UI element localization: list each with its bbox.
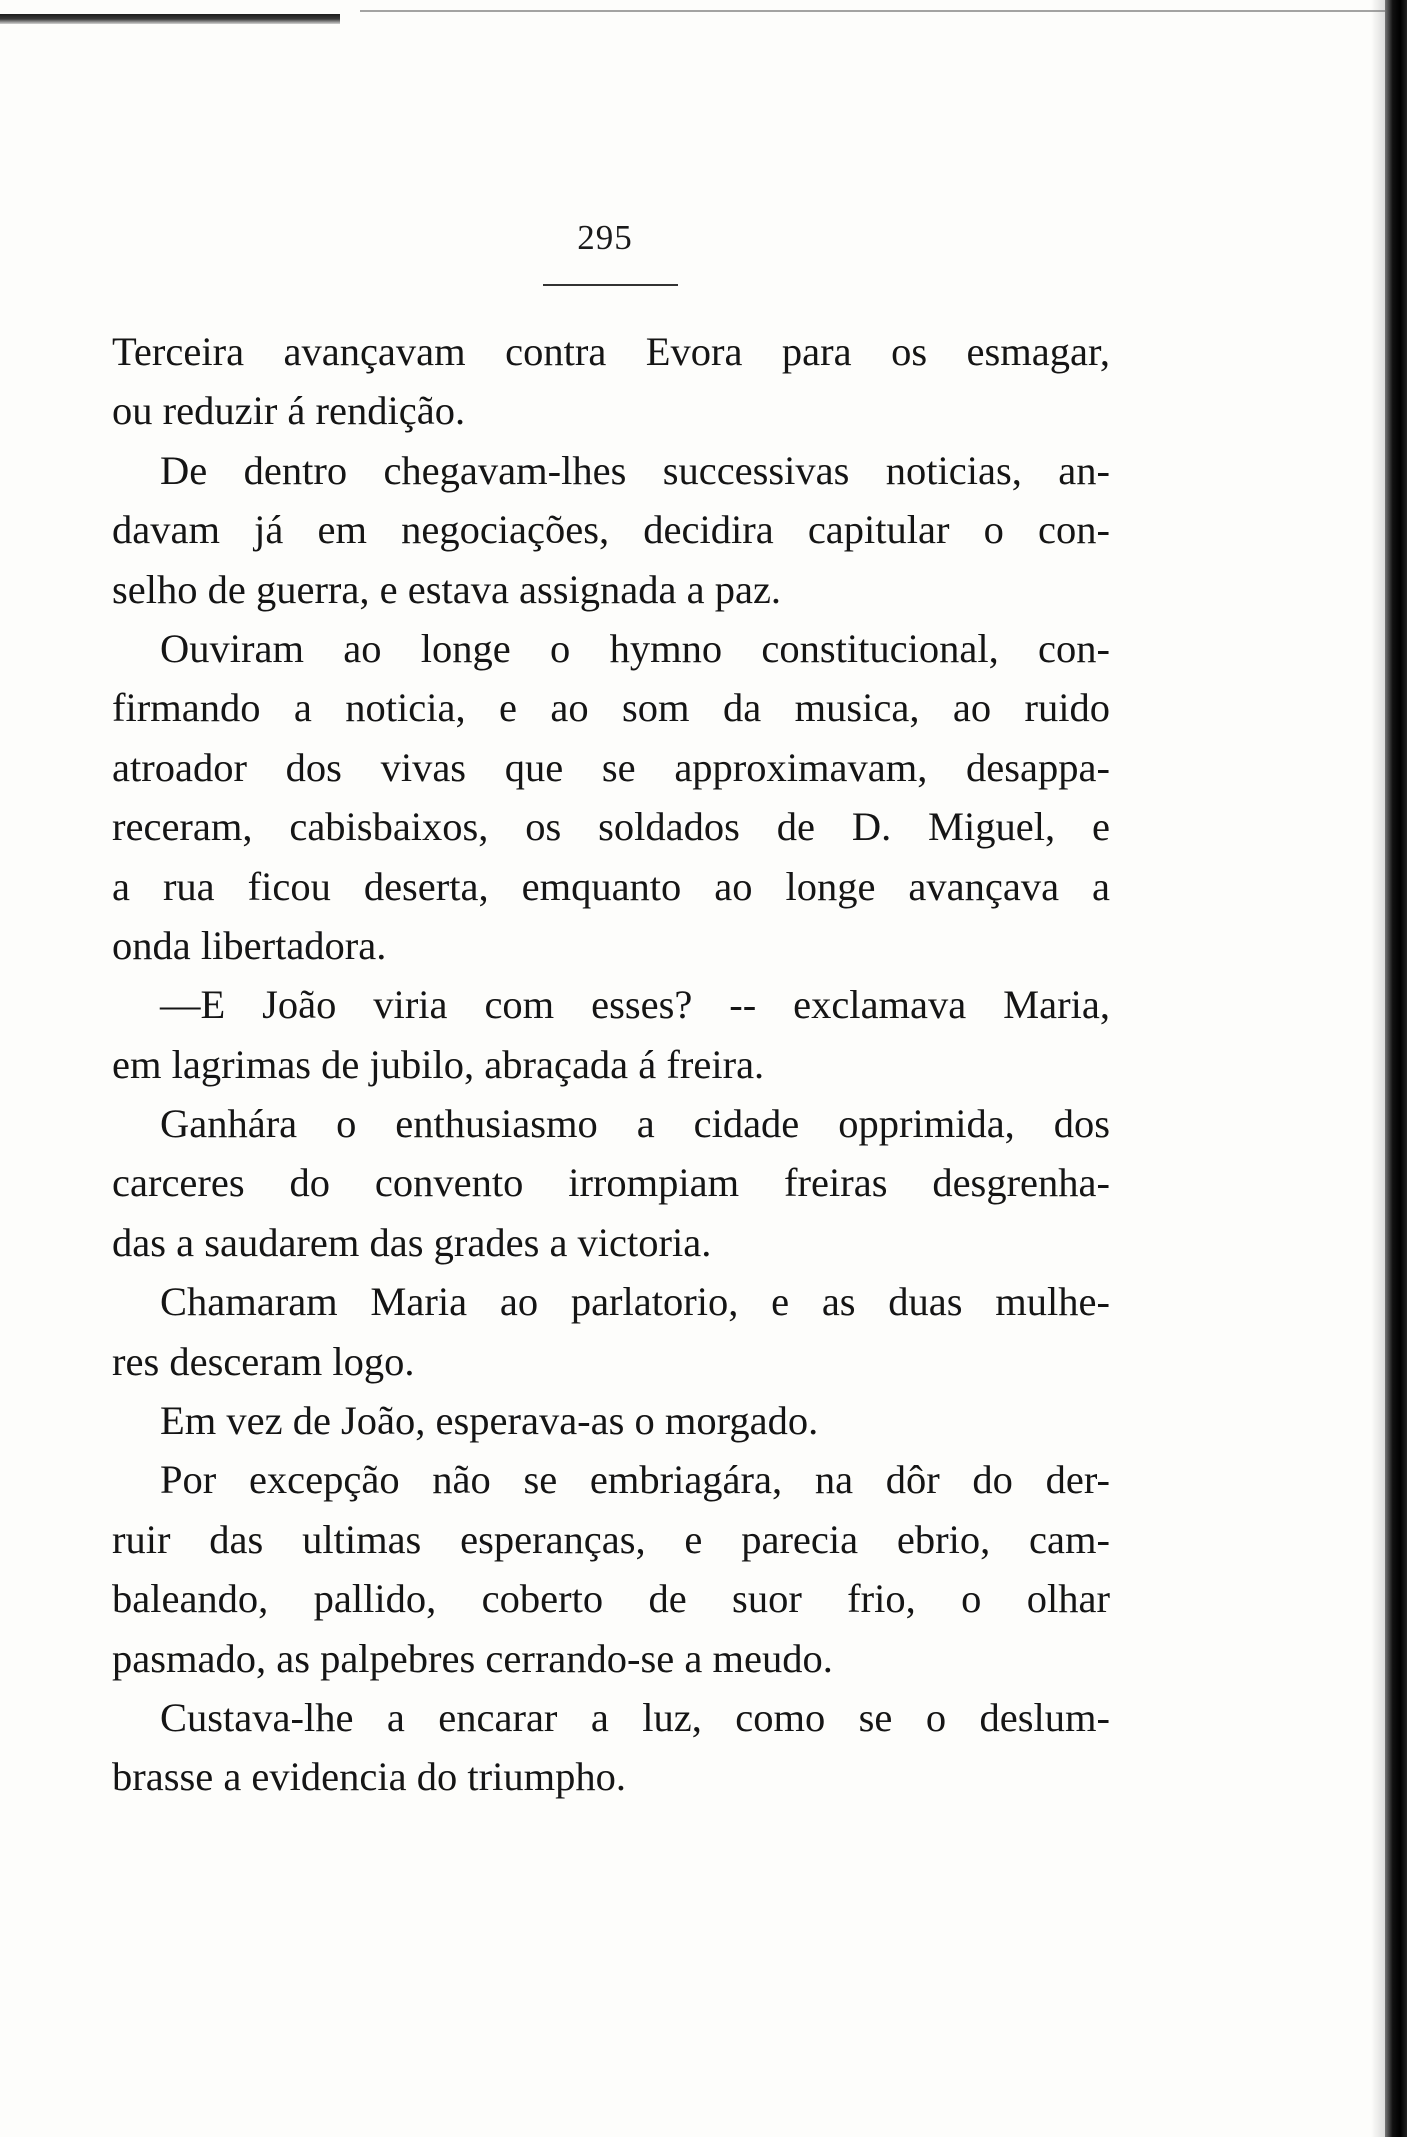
text-line: res desceram logo. [112, 1338, 415, 1384]
scan-edge-right [1385, 0, 1407, 2137]
text-line: ou reduzir á rendição. [112, 388, 466, 434]
page-number: 295 [577, 218, 633, 257]
text-line: carceres do convento irrompiam freiras desgrenha- [112, 1160, 1110, 1206]
body-text [112, 322, 1110, 1807]
text-line: De dentro chegavam-lhes successivas noticias, an- [160, 447, 1110, 493]
text-line: em lagrimas de jubilo, abraçada á freira. [112, 1041, 765, 1087]
text-line: brasse a evidencia do triumpho. [112, 1754, 626, 1800]
text-line: atroador dos vivas que se approximavam, desappa- [112, 744, 1110, 790]
page-number-rule [543, 284, 678, 286]
page-gutter-shadow [1371, 0, 1385, 2137]
text-line: a rua ficou deserta, emquanto ao longe avançava a [112, 863, 1110, 909]
text-line: Por excepção não se embriagára, na dôr do der- [160, 1457, 1110, 1503]
text-line: firmando a noticia, e ao som da musica, ao ruido [112, 685, 1110, 731]
text-line: selho de guerra, e estava assignada a paz. [112, 566, 782, 612]
text-line: pasmado, as palpebres cerrando-se a meudo. [112, 1635, 833, 1681]
text-line: Chamaram Maria ao parlatorio, e as duas mulhe- [160, 1279, 1110, 1325]
text-line: receram, cabisbaixos, os soldados de D. Miguel, e [112, 804, 1110, 850]
text-line: baleando, pallido, coberto de suor frio, o olhar [112, 1576, 1110, 1622]
text-line: Custava-lhe a encarar a luz, como se o deslum- [160, 1694, 1110, 1740]
text-line: ruir das ultimas esperanças, e parecia ebrio, cam- [112, 1516, 1110, 1562]
text-line: Ouviram ao longe o hymno constitucional, con- [160, 625, 1110, 671]
text-line: Ganhára o enthusiasmo a cidade opprimida, dos [160, 1101, 1110, 1147]
scan-edge-top-thin [360, 10, 1390, 12]
text-line: Terceira avançavam contra Evora para os esmagar, [112, 329, 1110, 374]
text-line: das a saudarem das grades a victoria. [112, 1219, 712, 1265]
scan-edge-top [0, 14, 340, 24]
text-line: Em vez de João, esperava-as o morgado. [160, 1398, 819, 1444]
text-line: onda libertadora. [112, 922, 387, 968]
text-line: davam já em negociações, decidira capitular o con- [112, 507, 1110, 553]
text-line: —E João viria com esses? -- exclamava Maria, [160, 982, 1110, 1028]
